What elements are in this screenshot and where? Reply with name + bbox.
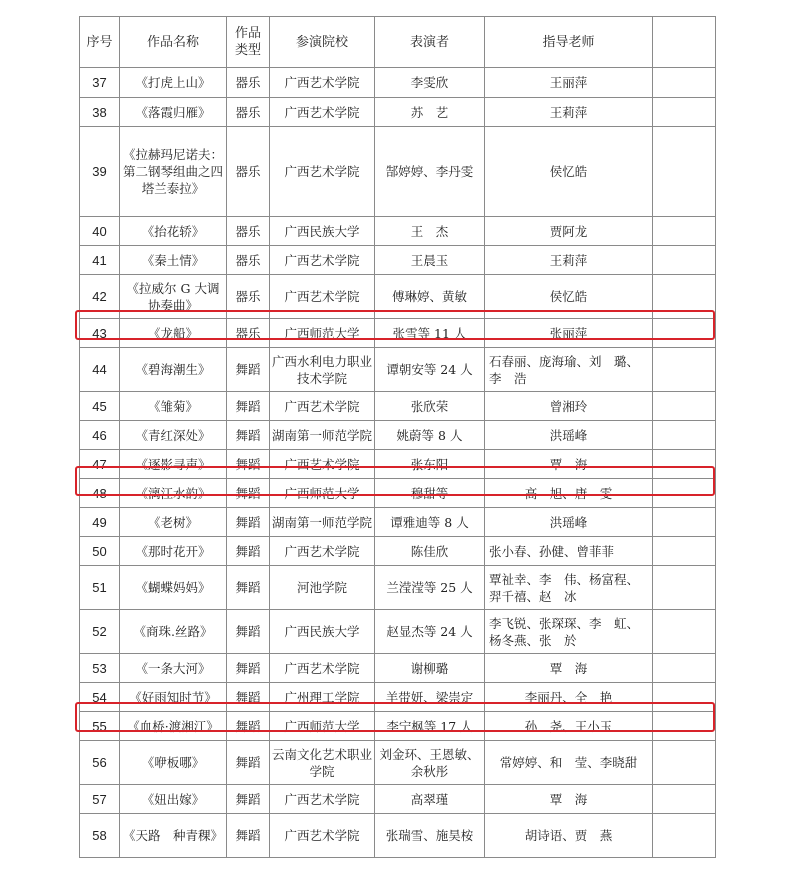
cell-name: 《妞出嫁》: [120, 785, 227, 814]
table-row: [80, 450, 716, 479]
cell-name: 《商珠.丝路》: [120, 610, 227, 654]
cell-type: 舞蹈: [227, 610, 270, 654]
cell-no: 38: [80, 98, 120, 127]
program-table: [79, 16, 716, 858]
table-row: [80, 537, 716, 566]
cell-teacher: 洪瑶峰: [485, 421, 653, 450]
cell-teacher: 曾湘玲: [485, 392, 653, 421]
cell-teacher: 覃祉幸、李 伟、杨富程、羿千禧、赵 冰: [485, 566, 653, 610]
cell-performer: 李宁枫等 17 人: [375, 712, 485, 741]
cell-type: 舞蹈: [227, 450, 270, 479]
cell-school: 湖南第一师范学院: [270, 508, 375, 537]
cell-type: 舞蹈: [227, 741, 270, 785]
cell-performer: 傅琳婷、黄敏: [375, 275, 485, 319]
cell-no: 57: [80, 785, 120, 814]
cell-performer: 郜婷婷、李丹雯: [375, 127, 485, 217]
cell-no: 58: [80, 814, 120, 858]
cell-school: 广西师范大学: [270, 479, 375, 508]
cell-extra: [653, 98, 716, 127]
cell-teacher: 王莉萍: [485, 246, 653, 275]
cell-school: 广西艺术学院: [270, 814, 375, 858]
cell-extra: [653, 450, 716, 479]
cell-teacher: 覃 海: [485, 654, 653, 683]
cell-extra: [653, 275, 716, 319]
cell-name: 《老树》: [120, 508, 227, 537]
cell-extra: [653, 392, 716, 421]
cell-name: 《秦土情》: [120, 246, 227, 275]
cell-name: 《龙船》: [120, 319, 227, 348]
cell-teacher: 张小春、孙健、曾菲菲: [485, 537, 653, 566]
cell-name: 《抬花轿》: [120, 217, 227, 246]
cell-no: 44: [80, 348, 120, 392]
cell-name: 《落霞归雁》: [120, 98, 227, 127]
cell-name: 《血桥·渡湘江》: [120, 712, 227, 741]
cell-school: 广西艺术学院: [270, 450, 375, 479]
cell-name: 《碧海潮生》: [120, 348, 227, 392]
cell-no: 41: [80, 246, 120, 275]
cell-type: 舞蹈: [227, 392, 270, 421]
cell-school: 广西艺术学院: [270, 537, 375, 566]
cell-school: 广西艺术学院: [270, 127, 375, 217]
cell-type: 舞蹈: [227, 537, 270, 566]
cell-no: 47: [80, 450, 120, 479]
cell-extra: [653, 246, 716, 275]
table-row: [80, 319, 716, 348]
table-row: [80, 421, 716, 450]
cell-no: 52: [80, 610, 120, 654]
cell-name: 《打虎上山》: [120, 68, 227, 98]
cell-no: 54: [80, 683, 120, 712]
cell-school: 湖南第一师范学院: [270, 421, 375, 450]
cell-teacher: 王莉萍: [485, 98, 653, 127]
cell-extra: [653, 712, 716, 741]
cell-school: 云南文化艺术职业学院: [270, 741, 375, 785]
cell-no: 55: [80, 712, 120, 741]
cell-extra: [653, 348, 716, 392]
cell-extra: [653, 610, 716, 654]
cell-no: 46: [80, 421, 120, 450]
cell-type: 舞蹈: [227, 814, 270, 858]
cell-performer: 赵显杰等 24 人: [375, 610, 485, 654]
header-teacher: 指导老师: [485, 17, 653, 68]
cell-type: 器乐: [227, 217, 270, 246]
cell-school: 广西师范大学: [270, 319, 375, 348]
cell-teacher: 孙 尧、王小玉: [485, 712, 653, 741]
table-row: [80, 712, 716, 741]
cell-teacher: 石春丽、庞海瑜、刘 璐、李 浩: [485, 348, 653, 392]
cell-no: 45: [80, 392, 120, 421]
cell-extra: [653, 127, 716, 217]
cell-type: 舞蹈: [227, 566, 270, 610]
header-school: 参演院校: [270, 17, 375, 68]
table-row: [80, 566, 716, 610]
cell-performer: 李雯欣: [375, 68, 485, 98]
cell-name: 《漓江水韵》: [120, 479, 227, 508]
cell-type: 舞蹈: [227, 479, 270, 508]
table-row: [80, 479, 716, 508]
cell-school: 广西民族大学: [270, 217, 375, 246]
cell-performer: 张瑞雪、施昊桉: [375, 814, 485, 858]
table-row: [80, 785, 716, 814]
cell-performer: 王晨玉: [375, 246, 485, 275]
cell-performer: 陈佳欣: [375, 537, 485, 566]
cell-school: 广州理工学院: [270, 683, 375, 712]
table-row: [80, 246, 716, 275]
cell-extra: [653, 741, 716, 785]
cell-extra: [653, 683, 716, 712]
cell-type: 舞蹈: [227, 785, 270, 814]
cell-extra: [653, 566, 716, 610]
cell-extra: [653, 479, 716, 508]
cell-teacher: 侯忆皓: [485, 127, 653, 217]
cell-type: 器乐: [227, 98, 270, 127]
cell-teacher: 李飞锐、张琛琛、李 虹、杨冬燕、张 於: [485, 610, 653, 654]
table-row: [80, 217, 716, 246]
cell-extra: [653, 814, 716, 858]
cell-extra: [653, 68, 716, 98]
cell-teacher: 李丽丹、全 艳: [485, 683, 653, 712]
cell-type: 舞蹈: [227, 348, 270, 392]
table-row: [80, 741, 716, 785]
table-row: [80, 814, 716, 858]
cell-teacher: 侯忆皓: [485, 275, 653, 319]
cell-extra: [653, 319, 716, 348]
cell-teacher: 贾阿龙: [485, 217, 653, 246]
cell-school: 广西艺术学院: [270, 246, 375, 275]
cell-type: 舞蹈: [227, 508, 270, 537]
cell-no: 50: [80, 537, 120, 566]
cell-name: 《逐影寻声》: [120, 450, 227, 479]
cell-extra: [653, 654, 716, 683]
cell-performer: 谭雅迪等 8 人: [375, 508, 485, 537]
cell-school: 广西艺术学院: [270, 785, 375, 814]
cell-type: 舞蹈: [227, 421, 270, 450]
cell-school: 广西艺术学院: [270, 98, 375, 127]
cell-name: 《那时花开》: [120, 537, 227, 566]
cell-teacher: 王丽萍: [485, 68, 653, 98]
cell-school: 广西艺术学院: [270, 654, 375, 683]
cell-name: 《天路 种青稞》: [120, 814, 227, 858]
table-row: [80, 98, 716, 127]
cell-school: 广西艺术学院: [270, 392, 375, 421]
cell-school: 广西水利电力职业技术学院: [270, 348, 375, 392]
cell-type: 舞蹈: [227, 683, 270, 712]
cell-name: 《好雨知时节》: [120, 683, 227, 712]
cell-school: 河池学院: [270, 566, 375, 610]
cell-performer: 谢柳璐: [375, 654, 485, 683]
cell-extra: [653, 508, 716, 537]
table-row: [80, 610, 716, 654]
table-row: [80, 127, 716, 217]
cell-name: 《拉威尔 G 大调协奏曲》: [120, 275, 227, 319]
header-extra: [653, 17, 716, 68]
cell-performer: 刘金环、王恩敏、余秋彤: [375, 741, 485, 785]
cell-teacher: 张丽萍: [485, 319, 653, 348]
header-performer: 表演者: [375, 17, 485, 68]
cell-no: 42: [80, 275, 120, 319]
cell-school: 广西师范大学: [270, 712, 375, 741]
cell-name: 《青红深处》: [120, 421, 227, 450]
header-row: [80, 17, 716, 68]
cell-name: 《咿板哪》: [120, 741, 227, 785]
cell-no: 53: [80, 654, 120, 683]
cell-teacher: 胡诗语、贾 燕: [485, 814, 653, 858]
cell-performer: 苏 艺: [375, 98, 485, 127]
cell-performer: 张欣荣: [375, 392, 485, 421]
cell-no: 37: [80, 68, 120, 98]
cell-name: 《蝴蝶妈妈》: [120, 566, 227, 610]
cell-no: 56: [80, 741, 120, 785]
cell-no: 40: [80, 217, 120, 246]
table-row: [80, 392, 716, 421]
table-row: [80, 654, 716, 683]
cell-performer: 姚蔚等 8 人: [375, 421, 485, 450]
cell-no: 43: [80, 319, 120, 348]
cell-performer: 王 杰: [375, 217, 485, 246]
table-row: [80, 348, 716, 392]
cell-school: 广西艺术学院: [270, 68, 375, 98]
cell-type: 器乐: [227, 68, 270, 98]
cell-extra: [653, 785, 716, 814]
cell-type: 舞蹈: [227, 712, 270, 741]
cell-teacher: 覃 海: [485, 785, 653, 814]
cell-performer: 高翠瑾: [375, 785, 485, 814]
table-row: [80, 683, 716, 712]
cell-type: 器乐: [227, 275, 270, 319]
cell-type: 舞蹈: [227, 654, 270, 683]
cell-performer: 穆甜等: [375, 479, 485, 508]
table-row: [80, 508, 716, 537]
cell-teacher: 覃 海: [485, 450, 653, 479]
cell-no: 51: [80, 566, 120, 610]
cell-no: 48: [80, 479, 120, 508]
cell-type: 器乐: [227, 246, 270, 275]
table-row: [80, 68, 716, 98]
cell-teacher: 洪瑶峰: [485, 508, 653, 537]
header-no: 序号: [80, 17, 120, 68]
cell-teacher: 高 旭、唐 雯: [485, 479, 653, 508]
cell-extra: [653, 421, 716, 450]
cell-extra: [653, 217, 716, 246]
cell-school: 广西民族大学: [270, 610, 375, 654]
cell-performer: 张东阳: [375, 450, 485, 479]
cell-extra: [653, 537, 716, 566]
cell-name: 《一条大河》: [120, 654, 227, 683]
cell-type: 器乐: [227, 127, 270, 217]
cell-name: 《拉赫玛尼诺夫：第二钢琴组曲之四 塔兰泰拉》: [120, 127, 227, 217]
cell-no: 49: [80, 508, 120, 537]
table-row: [80, 275, 716, 319]
cell-teacher: 常婷婷、和 莹、李晓甜: [485, 741, 653, 785]
cell-performer: 羊带妍、梁崇定: [375, 683, 485, 712]
cell-performer: 兰滢滢等 25 人: [375, 566, 485, 610]
cell-performer: 张雪等 11 人: [375, 319, 485, 348]
header-type: 作品类型: [227, 17, 270, 68]
cell-name: 《雏菊》: [120, 392, 227, 421]
cell-type: 器乐: [227, 319, 270, 348]
cell-no: 39: [80, 127, 120, 217]
cell-school: 广西艺术学院: [270, 275, 375, 319]
header-name: 作品名称: [120, 17, 227, 68]
cell-performer: 谭朝安等 24 人: [375, 348, 485, 392]
